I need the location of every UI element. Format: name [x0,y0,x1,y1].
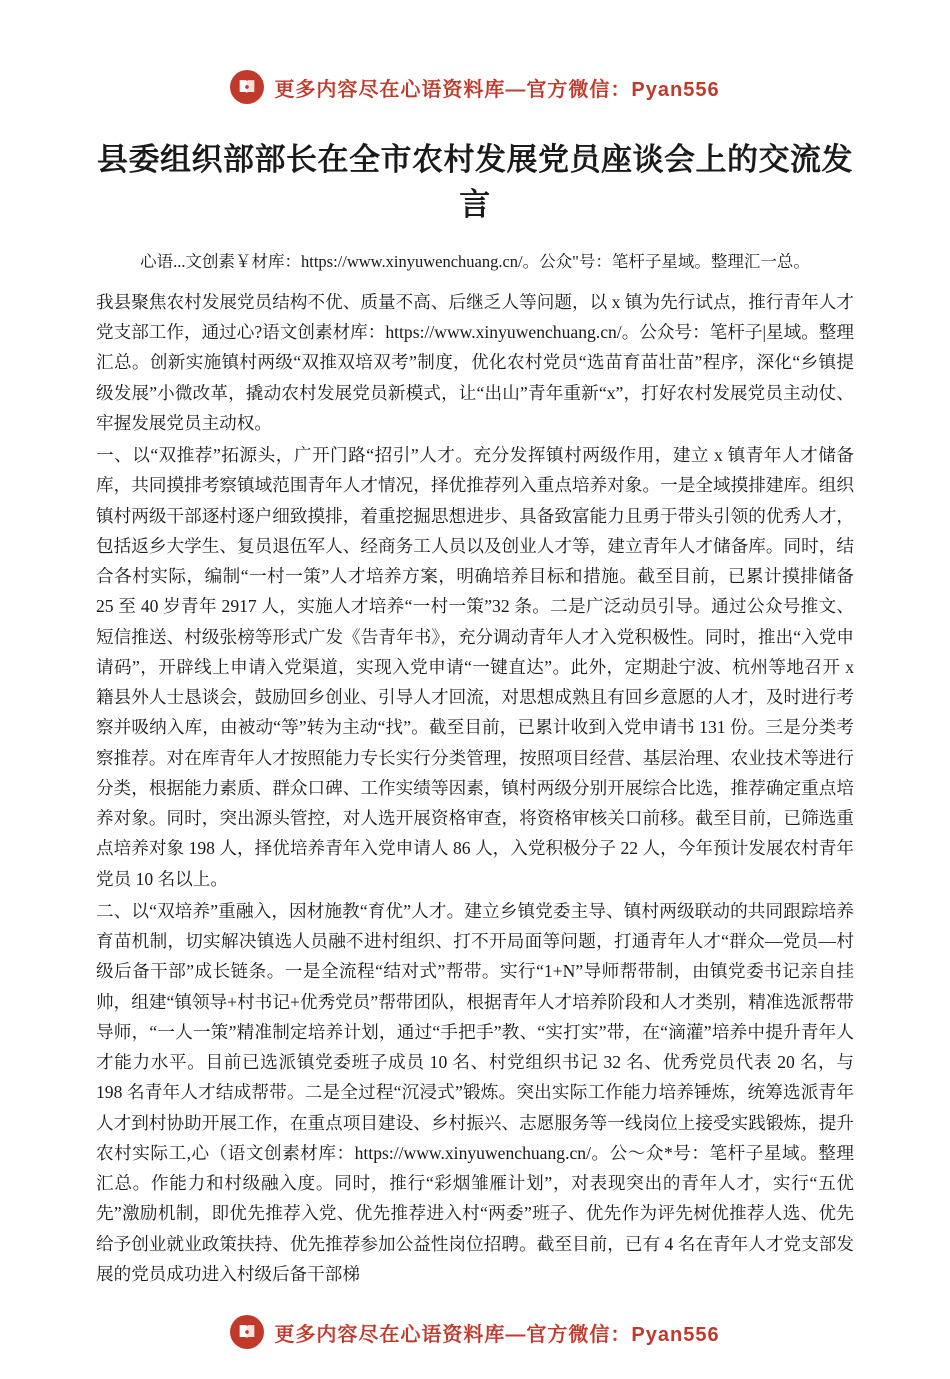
page-title: 县委组织部部长在全市农村发展党员座谈会上的交流发言 [97,142,853,222]
watermark-text-top: 更多内容尽在心语资料库—官方微信：Pyan556 [274,78,720,101]
book-logo-icon [230,70,264,104]
paragraph-2: 一、以“双推荐”拓源头，广开门路“招引”人才。充分发挥镇村两级作用，建立 x 镇青年人才储备库，共同摸排考察镇域范围青年人才情况，择优推荐列入重点培养对象。一是全域摸排建库。组织镇村两级干部逐村逐户细致摸排，着重挖掘思想进步、具备致富能力且勇于带头引领的优秀人才，包括返乡大学生、复员退伍军人、经商务工人员以及创业人才等，建立青年人才储备库。同时，结合各村实际，编制“一村一策”人才培养方案，明确培养目标和措施。截至目前，已累计摸排储备 25 至 40 岁青年 2917 人，实施人才培养“一村一策”32 条。二是广泛动员引导。通过公众号推文、短信推送、村级张榜等形式广发《告青年书》，充分调动青年人才入党积极性。同时，推出“入党申请码”，开辟线上申请入党渠道，实现入党申请“一键直达”。此外，定期赴宁波、杭州等地召开 x 籍县外人士恳谈会，鼓励回乡创业、引导人才回流，对思想成熟且有回乡意愿的人才，及时进行考察并吸纳入库，由被动“等”转为主动“找”。截至目前，已累计收到入党申请书 131 份。三是分类考察推荐。对在库青年人才按照能力专长实行分类管理，按照项目经营、基层治理、农业技术等进行分类，根据能力素质、群众口碑、工作实绩等因素，镇村两级分别开展综合比选，推荐确定重点培养对象。同时，突出源头管控，对人选开展资格审查，将资格审核关口前移。截至目前，已筛选重点培养对象 198 人，择优培养青年入党申请人 86 人，入党积极分子 22 人，今年预计发展农村青年党员 10 名以上。 [96,445,854,889]
paragraph-3: 二、以“双培养”重融入，因材施教“育优”人才。建立乡镇党委主导、镇村两级联动的共同跟踪培养育苗机制，切实解决镇选人员融不进村组织、打不开局面等问题，打通青年人才“群众—党员—村级后备干部”成长链条。一是全流程“结对式”帮带。实行“1+N”导师帮带制，由镇党委书记亲自挂帅，组建“镇领导+村书记+优秀党员”帮带团队，根据青年人才培养阶段和人才类别，精准选派帮带导师，“一人一策”精准制定培养计划，通过“手把手”教、“实打实”带，在“滴灌”培养中提升青年人才能力水平。目前已选派镇党委班子成员 10 名、村党组织书记 32 名、优秀党员代表 20 名，与 198 名青年人才结成帮带。二是全过程“沉浸式”锻炼。突出实际工作能力培养锤炼，统筹选派青年人才到村协助开展工作，在重点项目建设、乡村振兴、志愿服务等一线岗位上接受实践锻炼，提升农村实际工,心（语文创素材库：https://www.xinyuwenchuang.cn/。公～众*号：笔杆子星域。整理汇总。作能力和村级融入度。同时，推行“彩烟雏雁计划”，对表现突出的青年人才，实行“五优先”激励机制，即优先推荐入党、优先推荐进入村“两委”班子、优先作为评先树优推荐人选、优先给予创业就业政策扶持、优先推荐参加公益性岗位招聘。截至目前，已有 4 名在青年人才党支部发展的党员成功进入村级后备干部梯 [96,900,854,1284]
paragraph-1: 我县聚焦农村发展党员结构不优、质量不高、后继乏人等问题，以 x 镇为先行试点，推行青年人才党支部工作，通过心?语文创素材库：https://www.xinyuwenchuang.cn/。公众号：笔杆子|星域。整理汇总。创新实施镇村两级“双推双培双考”制度，优化农村党员“选苗育苗壮苗”程序，深化“乡镇提级发展”小微改革，撬动农村发展党员新模式，让“出山”青年重新“x”，打好农村发展党员主动仗、牢握发展党员主动权。 [96,291,854,433]
watermark-banner-top [96,70,854,104]
watermark-text-bottom: 更多内容尽在心语资料库—官方微信：Pyan556 [274,1323,720,1346]
source-note: 心语...文创素￥材库：https://www.xinyuwenchuang.cn/。公众"号：笔杆子星域。整理汇一总。 [140,251,810,271]
